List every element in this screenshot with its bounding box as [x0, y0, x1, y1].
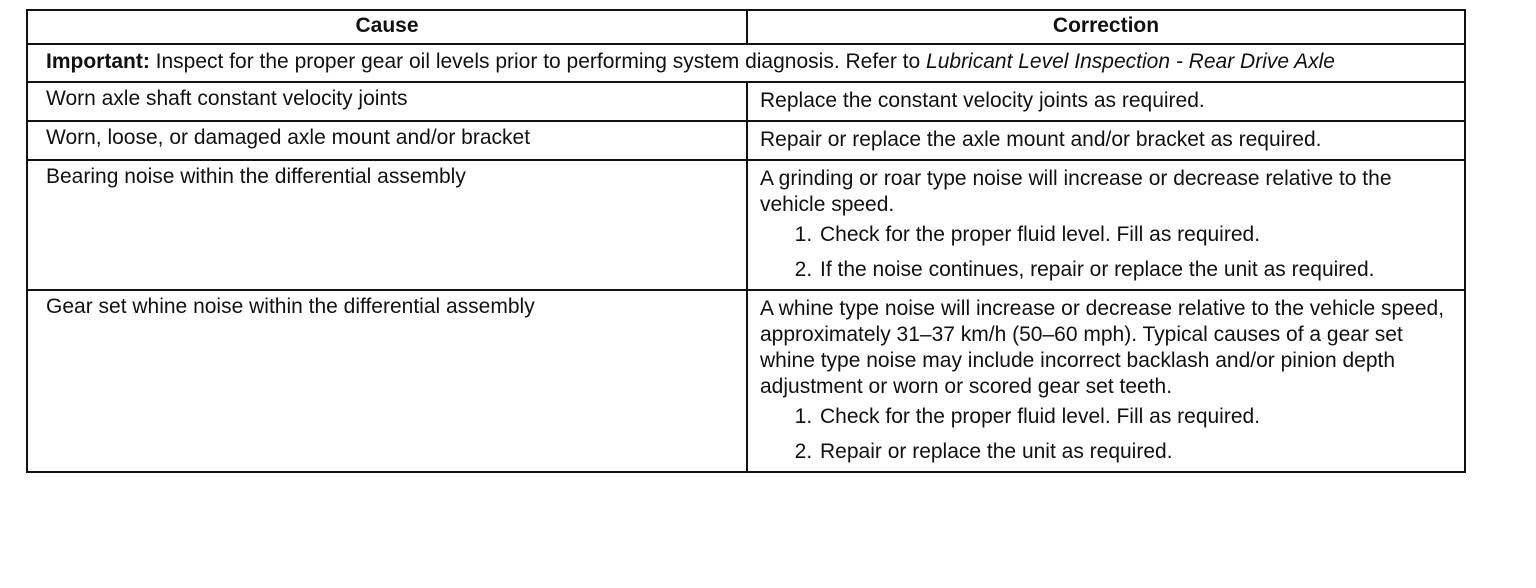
diagnostic-table [26, 9, 1466, 473]
correction-cell [747, 290, 1465, 472]
step-item: 2. Repair or replace the unit as required. [818, 439, 1450, 465]
important-text: Inspect for the proper gear oil levels prior to performing system diagnosis. Refer to [149, 50, 927, 73]
correction-cell [747, 82, 1465, 121]
cause-cell: Worn axle shaft constant velocity joints [27, 82, 747, 121]
table-row [27, 160, 1465, 290]
step-item: 2. If the noise continues, repair or replace the unit as required. [818, 257, 1450, 283]
correction-cell [747, 160, 1465, 290]
table-row [27, 290, 1465, 472]
correction-steps [760, 222, 1450, 283]
important-label: Important: [46, 50, 150, 73]
reference-link-text: Lubricant Level Inspection - Rear Drive Axle [926, 50, 1335, 73]
correction-text: Repair or replace the axle mount and/or bracket as required. [760, 128, 1322, 151]
important-note [27, 44, 1465, 82]
table-row [27, 121, 1465, 160]
correction-text: Replace the constant velocity joints as required. [760, 89, 1205, 112]
table-row [27, 82, 1465, 121]
cause-cell: Bearing noise within the differential assembly [27, 160, 747, 290]
document-page [26, 9, 1464, 473]
cause-column-header: Cause [27, 10, 747, 44]
step-item: 1. Check for the proper fluid level. Fill as required. [818, 404, 1450, 430]
correction-cell [747, 121, 1465, 160]
header-row [27, 10, 1465, 44]
cause-cell: Worn, loose, or damaged axle mount and/or bracket [27, 121, 747, 160]
correction-text: A whine type noise will increase or decrease relative to the vehicle speed, approximately 31–37 km/h (50–60 mph). Typical causes of a gear set whine type noise may include incorrect backlash and/or pinion depth adjustment or worn or scored gear set teeth. [760, 297, 1445, 398]
correction-column-header: Correction [747, 10, 1465, 44]
correction-steps [760, 404, 1450, 465]
cause-cell: Gear set whine noise within the differential assembly [27, 290, 747, 472]
important-note-row [27, 44, 1465, 82]
correction-text: A grinding or roar type noise will increase or decrease relative to the vehicle speed. [760, 167, 1392, 216]
step-item: 1. Check for the proper fluid level. Fill as required. [818, 222, 1450, 248]
